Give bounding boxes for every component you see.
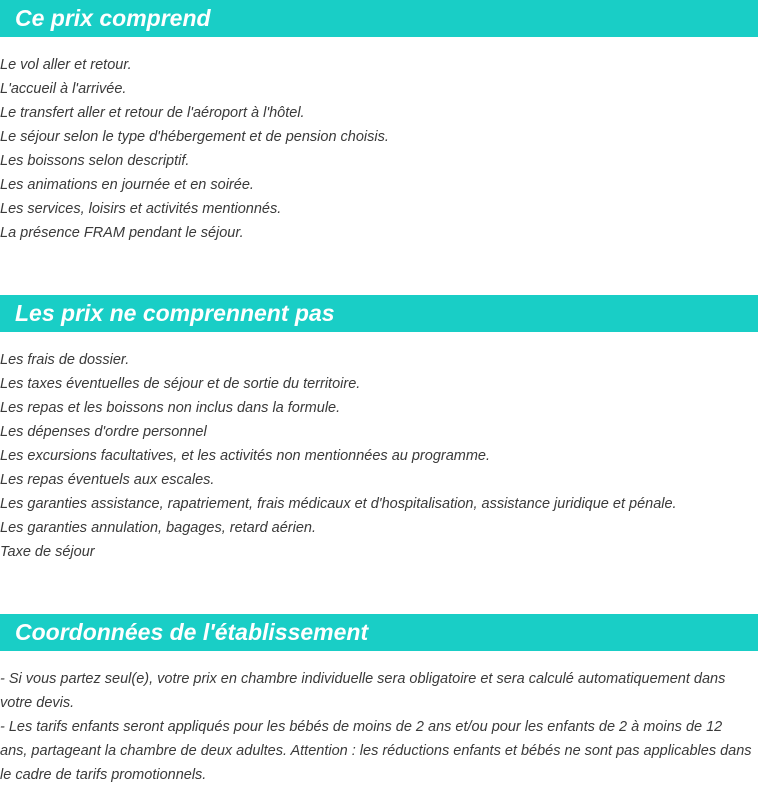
note-paragraph-child-rates: - Les tarifs enfants seront appliqués pour les bébés de moins de 2 ans et/ou pour les enfants de 2 à moins de 12 ans, partageant la chambre de deux adultes. Attention : les réductions enfants et bébés ne sont pas applicables dans le cadre de tarifs promotionnels. xyxy=(0,719,752,783)
section-title-price-includes: Ce prix comprend xyxy=(0,0,758,37)
list-item: La présence FRAM pendant le séjour. xyxy=(0,225,244,241)
list-item: Les excursions facultatives, et les activités non mentionnées au programme. xyxy=(0,448,491,464)
list-item: Les repas éventuels aux escales. xyxy=(0,472,215,488)
list-item: Les repas et les boissons non inclus dans la formule. xyxy=(0,400,341,416)
list-item: L'accueil à l'arrivée. xyxy=(0,81,127,97)
establishment-notes xyxy=(0,667,752,787)
list-item: Les services, loisirs et activités mentionnés. xyxy=(0,201,282,217)
list-item: Le vol aller et retour. xyxy=(0,57,132,73)
section-title-price-excludes: Les prix ne comprennent pas xyxy=(0,295,758,332)
price-includes-list xyxy=(0,53,758,245)
list-item: Taxe de séjour xyxy=(0,544,95,560)
list-item: Les garanties annulation, bagages, retard aérien. xyxy=(0,520,316,536)
note-paragraph-single-room: - Si vous partez seul(e), votre prix en chambre individuelle sera obligatoire et sera calculé automatiquement dans votre devis. xyxy=(0,671,726,711)
list-item: Les animations en journée et en soirée. xyxy=(0,177,254,193)
list-item: Le séjour selon le type d'hébergement et de pension choisis. xyxy=(0,129,389,145)
list-item: Les garanties assistance, rapatriement, frais médicaux et d'hospitalisation, assistance juridique et pénale. xyxy=(0,496,677,512)
list-item: Le transfert aller et retour de l'aéroport à l'hôtel. xyxy=(0,105,305,121)
price-excludes-list xyxy=(0,348,758,564)
list-item: Les boissons selon descriptif. xyxy=(0,153,190,169)
list-item: Les taxes éventuelles de séjour et de sortie du territoire. xyxy=(0,376,361,392)
list-item: Les frais de dossier. xyxy=(0,352,130,368)
section-title-establishment-details: Coordonnées de l'établissement xyxy=(0,614,758,651)
list-item: Les dépenses d'ordre personnel xyxy=(0,424,207,440)
